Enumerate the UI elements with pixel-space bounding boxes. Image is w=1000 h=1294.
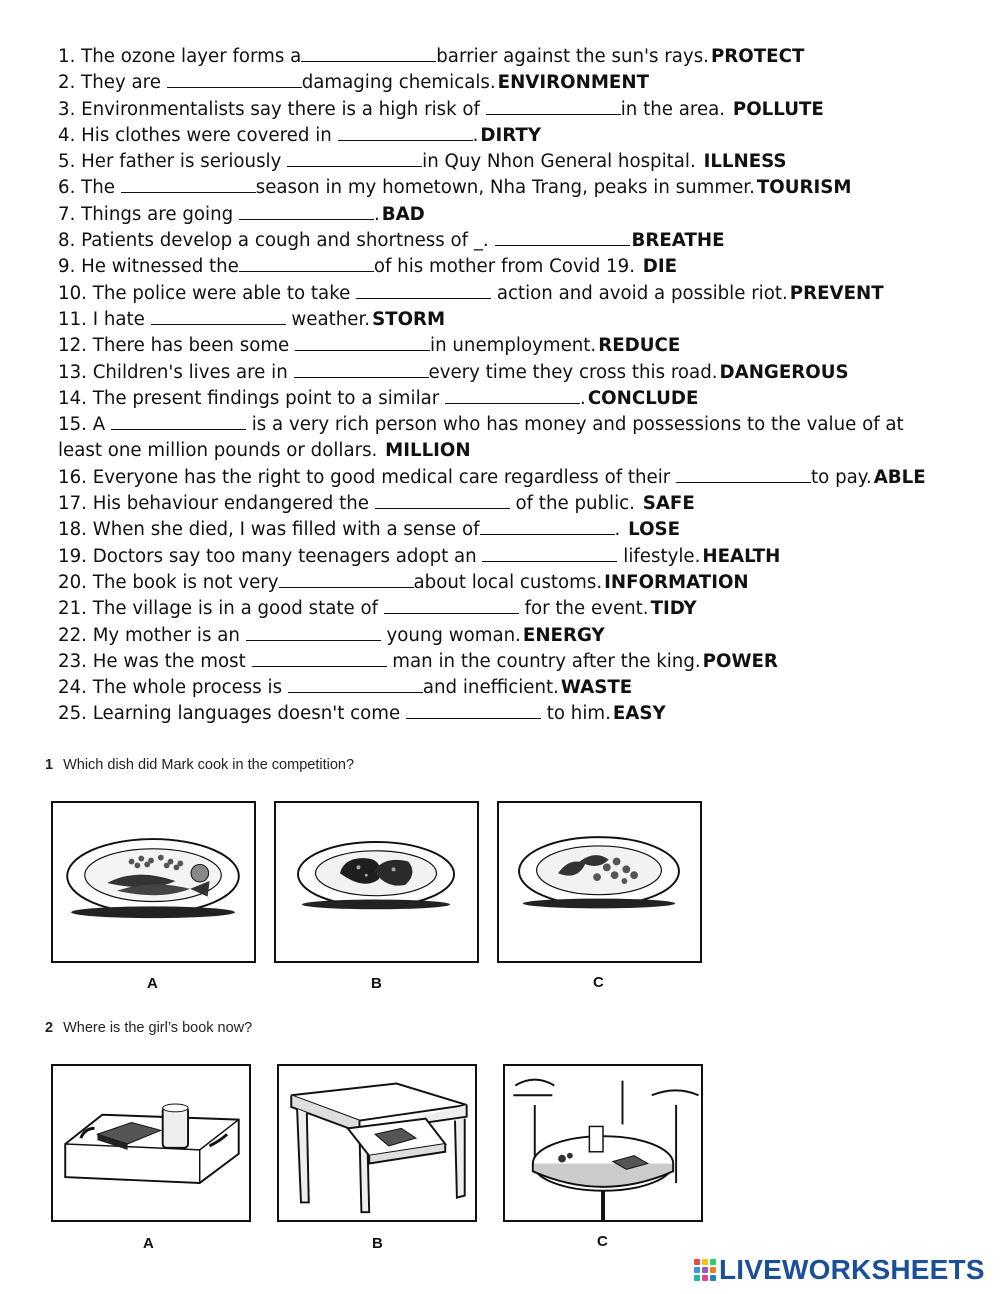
exercise-item [58, 596, 948, 622]
logo-square [694, 1275, 700, 1281]
sentence-start: 6. The [58, 177, 121, 199]
root-word: TIDY [650, 598, 697, 620]
answer-blank[interactable] [495, 230, 630, 246]
exercise-item [58, 333, 948, 359]
root-word: TOURISM [756, 177, 852, 199]
answer-blank[interactable] [295, 335, 430, 351]
root-word: REDUCE [598, 335, 681, 357]
root-word: POWER [702, 650, 778, 672]
root-word: MILLION [385, 440, 471, 462]
exercise-item [58, 360, 948, 386]
sentence-start: 19. Doctors say too many teenagers adopt an [58, 545, 483, 567]
word-formation-exercise [58, 44, 948, 728]
sentence-start: 11. I hate [58, 308, 151, 330]
question-number: 1 [45, 757, 54, 773]
exercise-item [58, 412, 948, 465]
sentence-start: 22. My mother is an [58, 624, 246, 646]
exercise-item [58, 70, 948, 96]
answer-blank[interactable] [167, 72, 302, 88]
picture-1c-salad-dish[interactable] [497, 801, 702, 963]
answer-blank[interactable] [239, 204, 374, 220]
logo-square [702, 1275, 708, 1281]
answer-blank[interactable] [246, 625, 381, 641]
exercise-item [58, 675, 948, 701]
exercise-item [58, 123, 948, 149]
book-on-tray-illustration [53, 1066, 249, 1220]
book-in-desk-drawer-illustration [279, 1066, 475, 1220]
logo-square [694, 1267, 700, 1273]
logo-square [710, 1275, 716, 1281]
sentence-start: 8. Patients develop a cough and shortness of _. [58, 230, 495, 252]
sentence-start: 10. The police were able to take [58, 282, 357, 304]
picture-1b-steak-dish[interactable] [274, 801, 479, 963]
exercise-item [58, 307, 948, 333]
sentence-end: . [580, 387, 586, 409]
answer-blank[interactable] [239, 256, 374, 272]
picture-1a-fish-dish[interactable] [51, 801, 256, 963]
answer-blank[interactable] [482, 546, 617, 562]
root-word: STORM [372, 308, 446, 330]
sentence-end: man in the country after the king. [386, 650, 701, 672]
picture-2a-tray[interactable] [51, 1064, 251, 1222]
sentence-start: 9. He witnessed the [58, 256, 239, 278]
liveworksheets-logo [693, 1256, 985, 1284]
sentence-start: 23. He was the most [58, 650, 252, 672]
option-label: C [593, 974, 604, 991]
root-word: BREATHE [631, 230, 725, 252]
sentence-end: in unemployment. [430, 335, 597, 357]
sentence-start: 2. They are [58, 72, 167, 94]
exercise-item [58, 491, 948, 517]
fish-dish-illustration [53, 803, 254, 961]
sentence-start: 13. Children's lives are in [58, 361, 294, 383]
exercise-item [58, 544, 948, 570]
sentence-end: about local customs. [413, 571, 603, 593]
logo-square [694, 1259, 700, 1265]
question-text: Which dish did Mark cook in the competition? [63, 757, 355, 773]
exercise-item [58, 202, 948, 228]
sentence-end: young woman. [380, 624, 521, 646]
root-word: PREVENT [789, 282, 884, 304]
salad-dish-illustration [499, 803, 700, 961]
answer-blank[interactable] [356, 283, 491, 299]
sentence-end: of the public. [509, 493, 641, 515]
sentence-end: to him. [540, 703, 611, 725]
sentence-start: 25. Learning languages doesn't come [58, 703, 406, 725]
exercise-item [58, 623, 948, 649]
answer-blank[interactable] [375, 493, 510, 509]
exercise-item [58, 517, 948, 543]
sentence-end: weather. [285, 308, 371, 330]
root-word: ABLE [873, 466, 926, 488]
root-word: EASY [612, 703, 666, 725]
sentence-end: for the event. [518, 598, 649, 620]
sentence-start: 4. His clothes were covered in [58, 124, 338, 146]
sentence-end: to pay. [811, 466, 872, 488]
option-label: B [372, 1235, 383, 1252]
root-word: CONCLUDE [587, 387, 699, 409]
logo-square [710, 1259, 716, 1265]
root-word: DANGEROUS [719, 361, 849, 383]
sentence-end: barrier against the sun's rays. [436, 46, 709, 67]
logo-square [702, 1259, 708, 1265]
question-2 [45, 1020, 252, 1036]
root-word: SAFE [642, 493, 695, 515]
answer-blank[interactable] [151, 309, 286, 325]
option-label: A [143, 1235, 154, 1252]
exercise-item [58, 570, 948, 596]
root-word: HEALTH [702, 545, 781, 567]
sentence-end: in Quy Nhon General hospital. [422, 151, 702, 173]
question-text: Where is the girl’s book now? [63, 1020, 253, 1036]
root-word: BAD [381, 203, 425, 225]
answer-blank[interactable] [287, 151, 422, 167]
sentence-end: action and avoid a possible riot. [491, 282, 788, 304]
sentence-start: 20. The book is not very [58, 571, 279, 593]
steak-dish-illustration [276, 803, 477, 961]
answer-blank[interactable] [111, 414, 246, 430]
answer-blank[interactable] [301, 46, 436, 62]
exercise-item [58, 281, 948, 307]
sentence-start: 5. Her father is seriously [58, 151, 288, 173]
option-label: B [371, 975, 382, 992]
sentence-start: 7. Things are going [58, 203, 239, 225]
exercise-item [58, 701, 948, 727]
root-word: WASTE [560, 677, 633, 699]
sentence-start: 3. Environmentalists say there is a high risk of [58, 98, 486, 120]
sentence-start: 12. There has been some [58, 335, 296, 357]
sentence-start: 14. The present findings point to a similar [58, 387, 446, 409]
answer-blank[interactable] [279, 572, 414, 588]
answer-blank[interactable] [486, 99, 621, 115]
sentence-start: 15. A [58, 414, 111, 436]
root-word: ENVIRONMENT [497, 72, 649, 94]
sentence-end: every time they cross this road. [428, 361, 718, 383]
exercise-item [58, 228, 948, 254]
sentence-start: 16. Everyone has the right to good medical care regardless of their [58, 466, 677, 488]
picture-2b-desk-drawer[interactable] [277, 1064, 477, 1222]
exercise-item [58, 175, 948, 201]
sentence-end: . [614, 519, 627, 541]
root-word: PROTECT [710, 46, 805, 67]
logo-icon [693, 1258, 717, 1282]
sentence-start: 18. When she died, I was filled with a sense of [58, 519, 480, 541]
sentence-start: 21. The village is in a good state of [58, 598, 384, 620]
logo-text: LIVEWORKSHEETS [719, 1254, 985, 1285]
picture-2c-cafe-table[interactable] [503, 1064, 703, 1222]
root-word: DIRTY [480, 124, 541, 146]
answer-blank[interactable] [121, 177, 256, 193]
book-on-cafe-table-illustration [505, 1066, 701, 1220]
sentence-end: lifestyle. [617, 545, 701, 567]
answer-blank[interactable] [252, 651, 387, 667]
answer-blank[interactable] [406, 703, 541, 719]
sentence-end: and inefficient. [422, 677, 559, 699]
root-word: POLLUTE [732, 98, 824, 120]
answer-blank[interactable] [294, 362, 429, 378]
answer-blank[interactable] [445, 388, 580, 404]
sentence-end: . [373, 203, 380, 225]
root-word: ENERGY [522, 624, 605, 646]
exercise-item [58, 97, 948, 123]
answer-blank[interactable] [338, 125, 473, 141]
exercise-item [58, 254, 948, 280]
sentence-end: damaging chemicals. [301, 72, 496, 94]
root-word: INFORMATION [604, 571, 749, 593]
root-word: ILLNESS [703, 151, 787, 173]
answer-blank[interactable] [676, 467, 811, 483]
sentence-end: . [472, 124, 479, 146]
sentence-end: season in my hometown, Nha Trang, peaks in summer. [255, 177, 755, 199]
root-word: LOSE [628, 519, 681, 541]
sentence-end: in the area. [620, 98, 731, 120]
option-label: A [147, 975, 158, 992]
question-1 [45, 757, 354, 773]
exercise-item [58, 649, 948, 675]
answer-blank[interactable] [480, 519, 615, 535]
sentence-end: is a very rich person who has money and possessions to the value of at least one million pounds or dollars. [58, 414, 904, 462]
answer-blank[interactable] [384, 598, 519, 614]
question-number: 2 [45, 1020, 54, 1036]
exercise-item [58, 465, 948, 491]
sentence-end: of his mother from Covid 19. [373, 256, 641, 278]
answer-blank[interactable] [288, 677, 423, 693]
root-word: DIE [642, 256, 678, 278]
exercise-item [58, 386, 948, 412]
sentence-start: 17. His behaviour endangered the [58, 493, 375, 515]
logo-square [710, 1267, 716, 1273]
logo-square [702, 1267, 708, 1273]
sentence-start: 24. The whole process is [58, 677, 288, 699]
option-label: C [597, 1233, 608, 1250]
exercise-item [58, 149, 948, 175]
sentence-start: 1. The ozone layer forms a [58, 46, 302, 67]
exercise-item [58, 44, 948, 70]
